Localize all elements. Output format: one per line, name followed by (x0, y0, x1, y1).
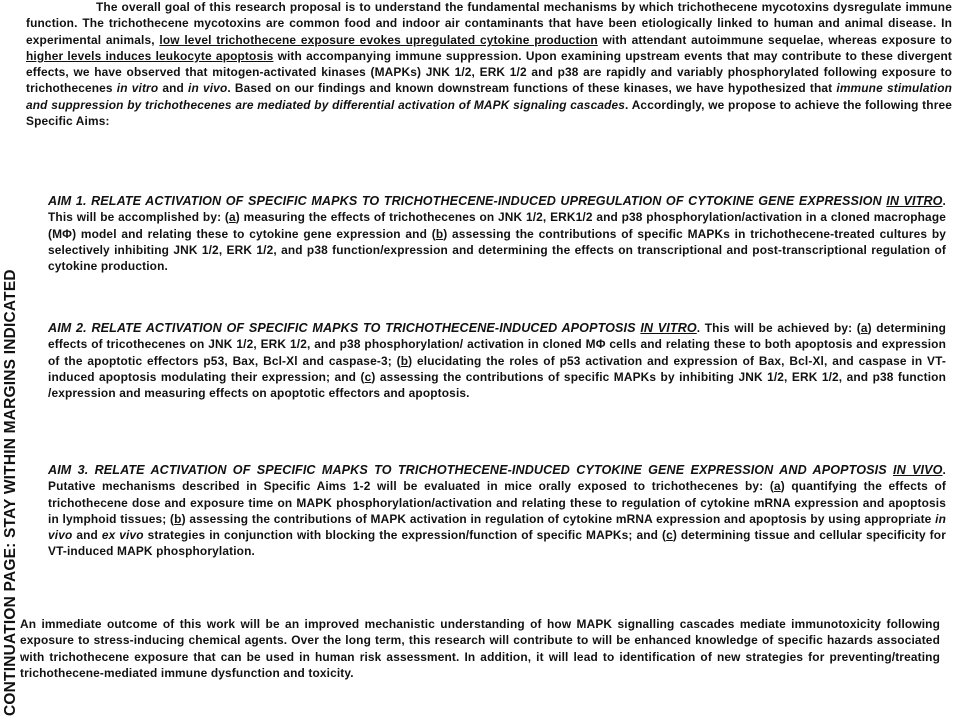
aim-3-italic: in vivo (48, 511, 946, 543)
aim-3-text: ) determining tissue and cellular specificity for VT-induced MAPK phosphorylation. (48, 528, 946, 559)
aim-1-paragraph (48, 193, 946, 274)
outcome-paragraph: An immediate outcome of this work will be an improved mechanistic understanding of how MAPK signalling cascades mediate immunotoxicity following exposure to stress-inducing chemical agents. Over the long term, this research will contribute to will be enhanced knowledge of specific hazards associated with trichothecene exposure that can be used in human risk assessment. In addition, it will lead to identification of new strategies for preventing/treating trichothecene-mediated immune dysfunction and toxicity. (20, 617, 940, 680)
aim-1-heading: AIM 1. RELATE ACTIVATION OF SPECIFIC MAPKS TO TRICHOTHECENE-INDUCED UPREGULATION OF CYTOKINE GENE EXPRESSION (48, 194, 887, 208)
aim-2-paragraph (48, 320, 946, 401)
aim-2-marker-c: c (364, 369, 372, 384)
aim-3-marker-b: b (174, 511, 182, 526)
hypothesis-text: immune stimulation and suppression by trichothecenes are mediated by differential activation of MAPK signaling cascades (26, 81, 953, 112)
aim-3-marker-c: c (666, 528, 673, 543)
aim-3-marker-a: a (773, 479, 781, 494)
aim-3-heading-underline: IN VIVO (892, 463, 943, 477)
aim-3-text: and (72, 528, 102, 543)
aim-2-marker-b: b (400, 353, 409, 368)
intro-text: . Based on our findings and known downstream functions of these kinases, we have hypothesized that (227, 81, 837, 96)
intro-text: with attendant autoimmune sequelae, whereas exposure to (597, 32, 952, 47)
intro-text: . Accordingly, we propose to achieve the following three Specific Aims: (26, 97, 952, 129)
aim-1-text: ) assessing the contributions of specific MAPKs in trichothecene-treated cultures by selectively inhibiting JNK 1/2, ERK 1/2, and p38 function/expression and determining the effects on transcriptional and post-transcriptional regulation of cytokine production. (48, 226, 946, 274)
intro-underline-1: low level trichothecene exposure evokes upregulated cytokine production (159, 32, 598, 47)
aim-2-text: ) determining effects of tricothecenes on JNK 1/2, ERK 1/2, and p38 phosphorylation/ activation in cloned MΦ cells and relating these to both apoptosis and expression of the apoptotic effectors p53, Bax, Bcl-Xl and caspase-3; ( (48, 321, 946, 368)
aim-3-italic: ex vivo (101, 528, 144, 543)
intro-text: with accompanying immune suppression. Upon examining upstream events that may contribute to these divergent effects, we have observed that mitogen-activated kinases (MAPKs) JNK 1/2, ERK 1/2 and p38 are rapidly and variably phosphorylated following exposure to trichothecenes (26, 48, 952, 96)
margin-label (0, 176, 22, 716)
aim-2-text: . This will be achieved by: ( (696, 321, 861, 335)
aim-3-text: strategies in conjunction with blocking the expression/function of specific MAPKs; and ( (143, 528, 667, 543)
aim-3-text: . Putative mechanisms described in Specific Aims 1-2 will be evaluated in mice orally exposed to trichothecenes by: ( (48, 463, 946, 494)
aim-1-marker-b: b (435, 226, 444, 241)
aim-1-text: ) measuring the effects of trichothecenes on JNK 1/2, ERK1/2 and p38 phosphorylation/activation in a cloned macrophage (MΦ) model and relating these to cytokine gene expression and ( (48, 210, 947, 241)
aim-2-text: ) assessing the contributions of specific MAPKs by inhibiting JNK 1/2, ERK 1/2, and p38 function /expression and measuring effects on apoptotic effectors and apoptosis. (48, 369, 946, 401)
aim-2-heading-underline: IN VITRO (640, 321, 697, 335)
aim-2-heading: AIM 2. RELATE ACTIVATION OF SPECIFIC MAPKS TO TRICHOTHECENE-INDUCED APOPTOSIS (48, 321, 641, 335)
aim-3-paragraph (48, 462, 946, 560)
intro-underline-2: higher levels induces leukocyte apoptosis (26, 48, 274, 63)
intro-paragraph (26, 0, 952, 129)
intro-text: The overall goal of this research proposal is to understand the fundamental mechanisms by which trichothecene mycotoxins dysregulate immune function. The trichothecene mycotoxins are common food and indoor air contaminants that have been etiologically linked to human and animal disease. In experimental animals, (26, 0, 952, 47)
aim-1-heading-underline: IN VITRO (886, 194, 943, 208)
aim-3-heading: AIM 3. RELATE ACTIVATION OF SPECIFIC MAPKS TO TRICHOTHECENE-INDUCED CYTOKINE GENE EXPRESSION AND APOPTOSIS (48, 463, 893, 477)
aim-1-marker-a: a (229, 210, 236, 225)
aim-3-text: ) assessing the contributions of MAPK activation in regulation of cytokine mRNA expression and apoptosis by using appropriate (181, 511, 936, 526)
intro-italic: in vivo (188, 81, 228, 96)
aim-1-text: . This will be accomplished by: ( (48, 194, 946, 225)
intro-italic: in vitro (116, 81, 159, 96)
intro-text: and (158, 81, 189, 96)
margin-label-text: CONTINUATION PAGE: STAY WITHIN MARGINS INDICATED (2, 269, 19, 716)
aim-3-text: ) quantifying the effects of trichothecene dose and exposure time on MAPK phosphorylation/activation and relating these to regulation of cytokine mRNA expression and apoptosis in lymphoid tissues; ( (48, 479, 946, 526)
aim-2-marker-a: a (860, 321, 868, 335)
aim-2-text: ) elucidating the roles of p53 activation and expression of Bax, Bcl-Xl, and caspase in VT-induced apoptosis modulating their expression; and ( (48, 353, 946, 384)
